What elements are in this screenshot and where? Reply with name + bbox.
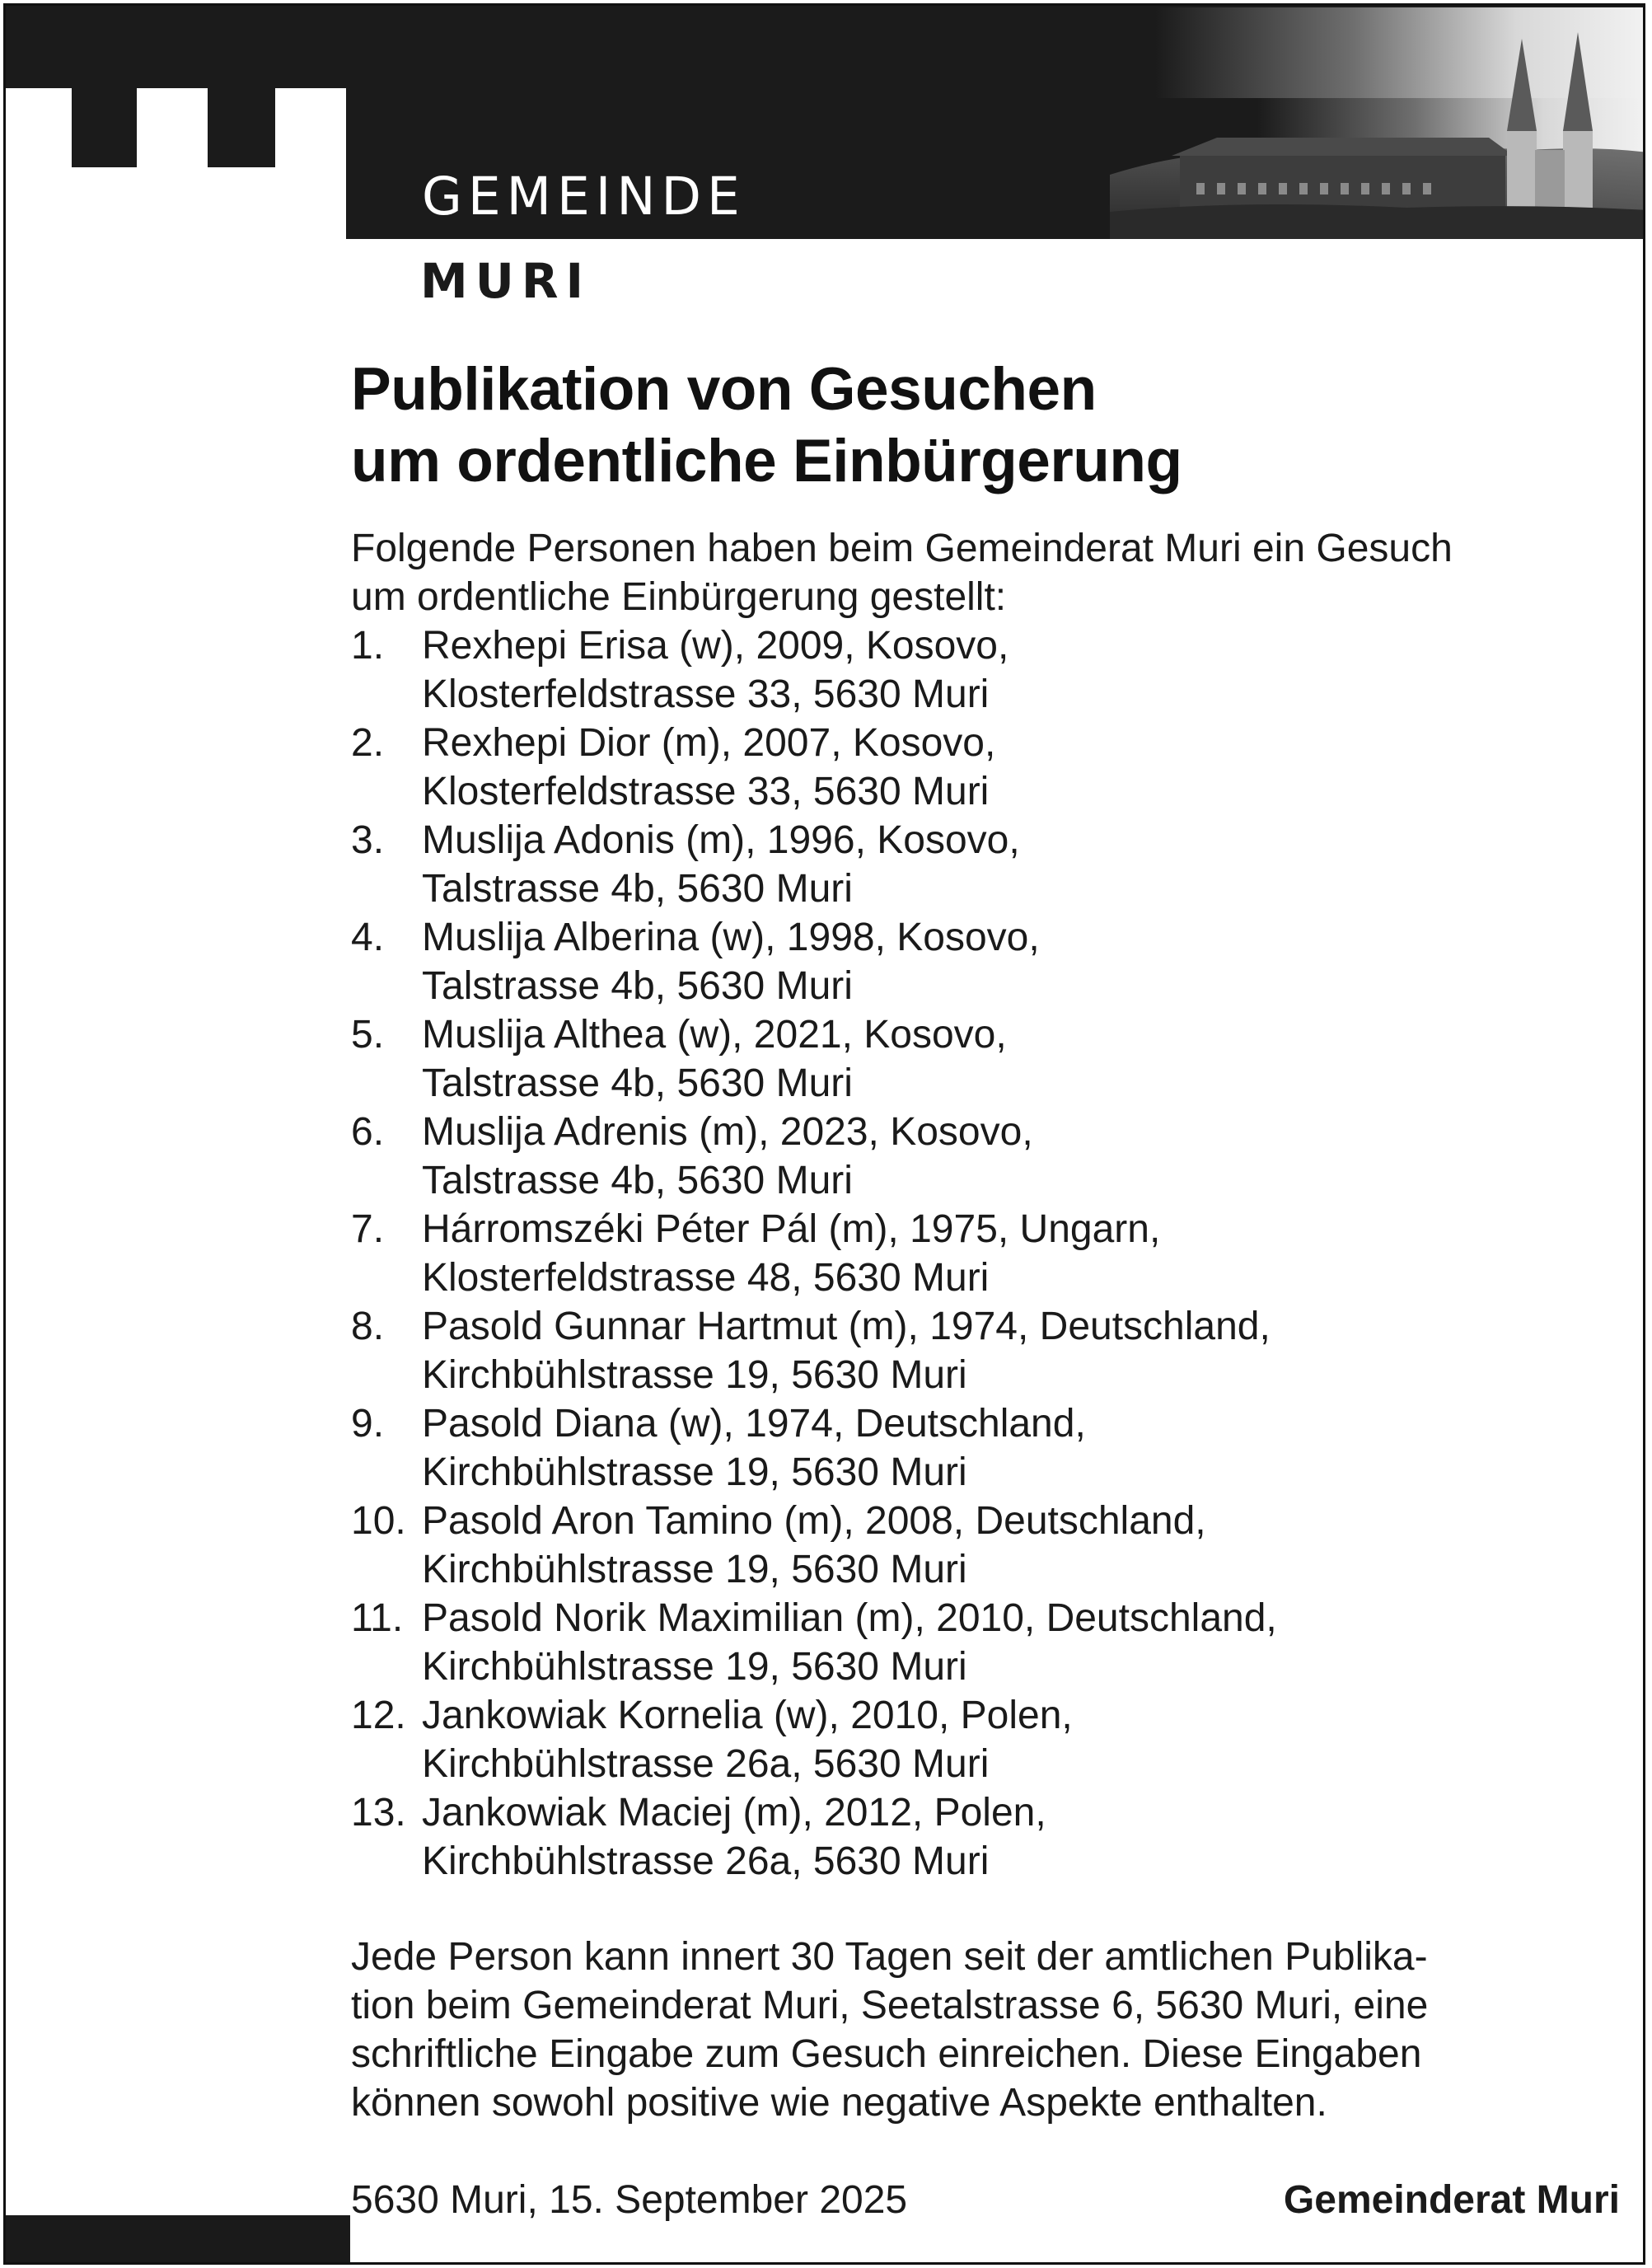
list-item: [351, 1594, 1620, 1691]
item-person: Pasold Diana (w), 1974, Deutschland,: [422, 1402, 1086, 1446]
title-line-2: um ordentliche Einbürgerung: [351, 428, 1182, 494]
battlement-1: [72, 98, 137, 167]
signature: Gemeinderat Muri: [1283, 2178, 1620, 2222]
item-address: Talstrasse 4b, 5630 Muri: [422, 1061, 853, 1105]
intro-line-1: Folgende Personen haben beim Gemeinderat Muri ein Gesuch: [351, 527, 1453, 570]
title-line-1: Publikation von Gesuchen: [351, 356, 1097, 423]
item-address: Klosterfeldstrasse 48, 5630 Muri: [422, 1256, 990, 1300]
list-item: [351, 1302, 1620, 1399]
item-person: Muslija Althea (w), 2021, Kosovo,: [422, 1013, 1007, 1057]
item-address: Klosterfeldstrasse 33, 5630 Muri: [422, 672, 990, 716]
item-number: 4.: [351, 916, 385, 959]
publication-content: [351, 354, 1620, 2225]
item-address: Talstrasse 4b, 5630 Muri: [422, 867, 853, 911]
applicant-list: [351, 621, 1620, 1886]
notice-line-2: tion beim Gemeinderat Muri, Seetalstrasse 6, 5630 Muri, eine: [351, 1984, 1429, 2027]
battlement-2: [208, 98, 275, 167]
list-item: [351, 1399, 1620, 1497]
item-address: Kirchbühlstrasse 26a, 5630 Muri: [422, 1742, 990, 1786]
item-address: Kirchbühlstrasse 19, 5630 Muri: [422, 1645, 967, 1689]
item-number: 9.: [351, 1402, 385, 1446]
item-person: Muslija Adonis (m), 1996, Kosovo,: [422, 818, 1020, 862]
header-band: [6, 6, 1645, 239]
header-graphic: [6, 6, 1645, 239]
item-number: 6.: [351, 1110, 385, 1154]
intro-line-2: um ordentliche Einbürgerung gestellt:: [351, 575, 1007, 619]
item-number: 2.: [351, 721, 385, 765]
item-person: Pasold Aron Tamino (m), 2008, Deutschland,: [422, 1499, 1206, 1543]
list-item: [351, 621, 1620, 719]
intro-text: [351, 524, 1620, 621]
item-number: 5.: [351, 1013, 385, 1057]
item-person: Muslija Adrenis (m), 2023, Kosovo,: [422, 1110, 1033, 1154]
logo-name: MURI: [420, 253, 592, 309]
place-date: 5630 Muri, 15. September 2025: [351, 2178, 908, 2222]
item-address: Klosterfeldstrasse 33, 5630 Muri: [422, 770, 990, 813]
publication-footer: [351, 2176, 1620, 2225]
item-person: Jankowiak Maciej (m), 2012, Polen,: [422, 1791, 1046, 1835]
item-number: 3.: [351, 818, 385, 862]
item-person: Muslija Alberina (w), 1998, Kosovo,: [422, 916, 1040, 959]
notice-line-1: Jede Person kann innert 30 Tagen seit der amtlichen Publika-: [351, 1935, 1428, 1979]
item-number: 12.: [351, 1694, 406, 1737]
list-item: [351, 913, 1620, 1010]
notice-line-4: können sowohl positive wie negative Aspekte enthalten.: [351, 2081, 1327, 2125]
list-item: [351, 1205, 1620, 1302]
item-address: Kirchbühlstrasse 19, 5630 Muri: [422, 1353, 967, 1397]
item-number: 1.: [351, 624, 385, 668]
page-title: [351, 354, 1620, 497]
list-item: [351, 1108, 1620, 1205]
item-person: Pasold Gunnar Hartmut (m), 1974, Deutschland,: [422, 1305, 1271, 1348]
item-person: Hárromszéki Péter Pál (m), 1975, Ungarn,: [422, 1207, 1161, 1251]
item-address: Kirchbühlstrasse 26a, 5630 Muri: [422, 1839, 990, 1883]
logo-word: GEMEINDE: [422, 166, 746, 227]
item-address: Talstrasse 4b, 5630 Muri: [422, 1159, 853, 1202]
item-number: 8.: [351, 1305, 385, 1348]
item-address: Kirchbühlstrasse 19, 5630 Muri: [422, 1450, 967, 1494]
list-item: [351, 1691, 1620, 1788]
item-person: Jankowiak Kornelia (w), 2010, Polen,: [422, 1694, 1073, 1737]
publication-frame: [3, 3, 1645, 2265]
item-person: Rexhepi Dior (m), 2007, Kosovo,: [422, 721, 996, 765]
bottom-bar: [6, 2215, 350, 2265]
list-item: [351, 816, 1620, 913]
objection-notice: [351, 1933, 1620, 2127]
item-number: 7.: [351, 1207, 385, 1251]
list-item: [351, 719, 1620, 816]
item-number: 10.: [351, 1499, 406, 1543]
item-number: 11.: [351, 1596, 404, 1640]
item-number: 13.: [351, 1791, 406, 1835]
item-person: Pasold Norik Maximilian (m), 2010, Deutschland,: [422, 1596, 1277, 1640]
list-item: [351, 1010, 1620, 1108]
item-address: Talstrasse 4b, 5630 Muri: [422, 964, 853, 1008]
list-item: [351, 1497, 1620, 1594]
notice-line-3: schriftliche Eingabe zum Gesuch einreichen. Diese Eingaben: [351, 2032, 1422, 2076]
item-person: Rexhepi Erisa (w), 2009, Kosovo,: [422, 624, 1009, 668]
item-address: Kirchbühlstrasse 19, 5630 Muri: [422, 1548, 967, 1591]
list-item: [351, 1788, 1620, 1886]
